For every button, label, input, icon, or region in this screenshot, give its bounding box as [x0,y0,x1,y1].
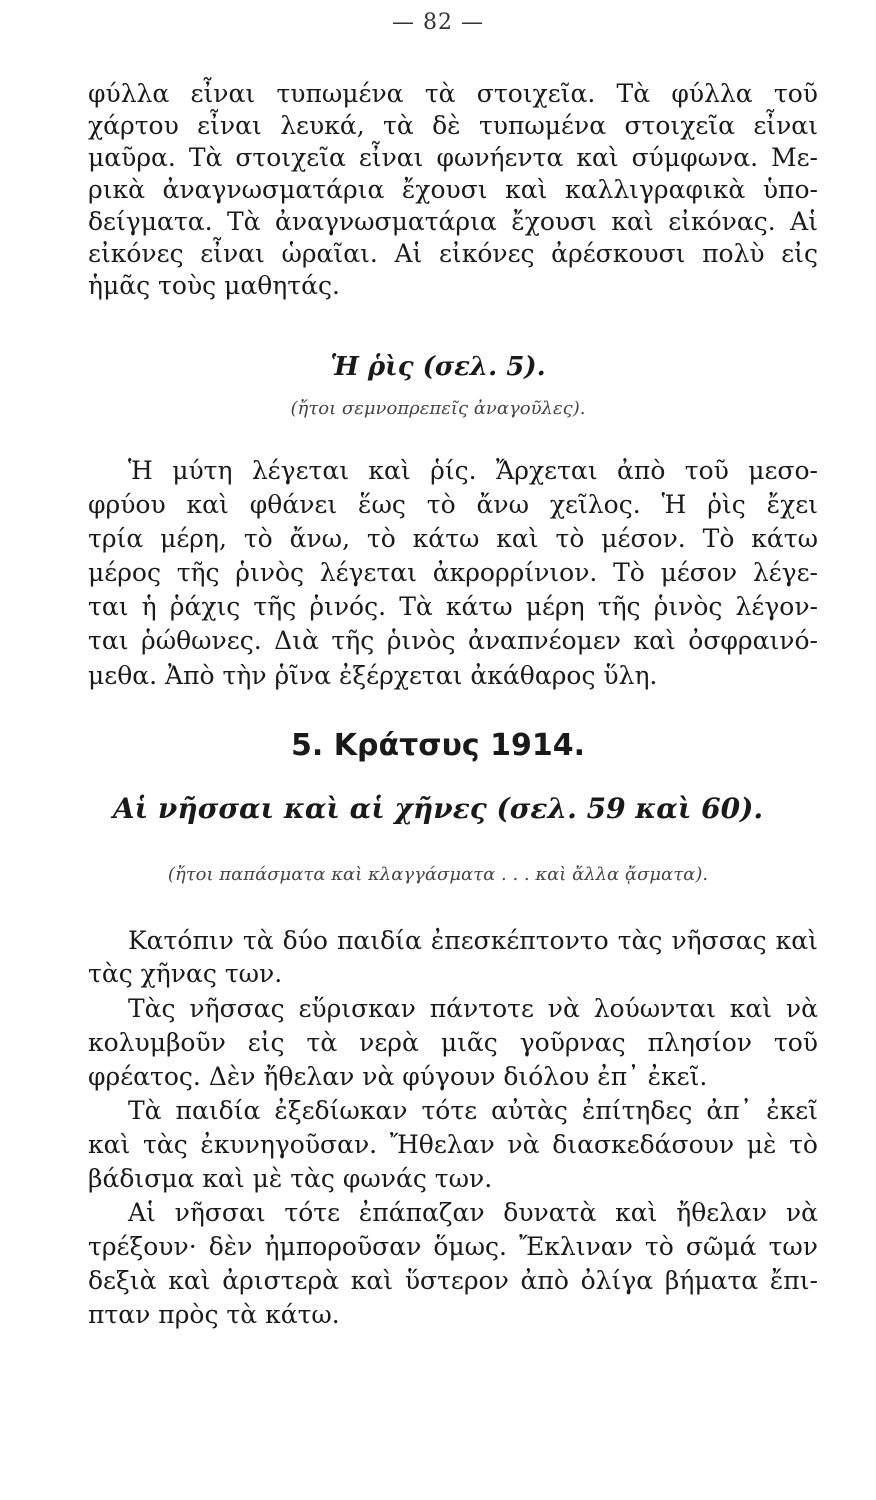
text-line: φρέατος. Δὲν ἤθελαν νὰ φύγουν διόλου ἐπ᾽ ἐκεῖ. [88,1062,708,1091]
text-line: μαῦρα. Τὰ στοιχεῖα εἶναι φωνήεντα καὶ σύμφωνα. Με- [88,143,818,172]
text-line: δείγματα. Τὰ ἀναγνωσματάρια ἔχουσι καὶ εἰκόνας. Αἱ [88,207,818,236]
text-line: Αἱ νῆσσαι τότε ἐπάπαζαν δυνατὰ καὶ ἤθελαν νὰ [128,1198,818,1227]
section-subtitle: (ἤτοι σεμνοπρεπεῖς ἀναγοῦλες). [290,398,586,419]
text-line: πταν πρὸς τὰ κάτω. [88,1300,340,1329]
text-line: φρύου καὶ φθάνει ἕως τὸ ἄνω χεῖλος. Ἡ ῥὶς ἔχει [88,490,818,519]
text-line: Κατόπιν τὰ δύο παιδία ἐπεσκέπτοντο τὰς νῆσσας καὶ [128,926,818,955]
text-line: κολυμβοῦν εἰς τὰ νερὰ μιᾶς γοῦρνας πλησίον τοῦ [88,1028,818,1057]
section-title: Αἱ νῆσσαι καὶ αἱ χῆνες (σελ. 59 καὶ 60). [112,792,764,825]
text-line: τρέξουν· δὲν ἠμποροῦσαν ὅμως. Ἔκλιναν τὸ σῶμά των [88,1232,818,1261]
text-line: δεξιὰ καὶ ἀριστερὰ καὶ ὕστερον ἀπὸ ὀλίγα βήματα ἔπι- [88,1266,818,1295]
text-line: ται ἡ ῥάχις τῆς ῥινός. Τὰ κάτω μέρη τῆς ῥινὸς λέγον- [88,592,818,621]
text-line: καὶ τὰς ἐκυνηγοῦσαν. Ἤθελαν νὰ διασκεδάσουν μὲ τὸ [88,1130,818,1159]
text-line: χάρτου εἶναι λευκά, τὰ δὲ τυπωμένα στοιχεῖα εἶναι [88,111,818,140]
text-line: μέρος τῆς ῥινὸς λέγεται ἀκρορρίνιον. Τὸ μέσον λέγε- [88,558,818,587]
text-line: τρία μέρη, τὸ ἄνω, τὸ κάτω καὶ τὸ μέσον. Τὸ κάτω [88,524,818,553]
text-line: Τὰ παιδία ἐξεδίωκαν τότε αὐτὰς ἐπίτηδες ἀπ᾽ ἐκεῖ [128,1096,818,1125]
text-line: βάδισμα καὶ μὲ τὰς φωνάς των. [88,1164,493,1193]
text-line: ἡμᾶς τοὺς μαθητάς. [88,271,340,300]
text-line: Ἡ μύτη λέγεται καὶ ῥίς. Ἄρχεται ἀπὸ τοῦ μεσο- [128,456,818,485]
page-number: — 82 — [392,10,484,35]
text-line: μεθα. Ἀπὸ τὴν ῥῖνα ἐξέρχεται ἀκάθαρος ὕλη. [88,661,658,690]
text-line: ται ῥώθωνες. Διὰ τῆς ῥινὸς ἀναπνέομεν καὶ ὀσφραινό- [88,626,818,655]
text-line: φύλλα εἶναι τυπωμένα τὰ στοιχεῖα. Τὰ φύλλα τοῦ [88,79,818,108]
text-line: ρικὰ ἀναγνωσματάρια ἔχουσι καὶ καλλιγραφικὰ ὑπο- [88,175,818,204]
text-line: εἰκόνες εἶναι ὡραῖαι. Αἱ εἰκόνες ἀρέσκουσι πολὺ εἰς [88,239,818,268]
text-line: τὰς χῆνας των. [88,959,283,988]
text-line: Τὰς νῆσσας εὕρισκαν πάντοτε νὰ λούωνται καὶ νὰ [128,994,818,1023]
chapter-heading: 5. Κράτσυς 1914. [291,728,585,763]
section-subtitle: (ἤτοι παπάσματα καὶ κλαγγάσματα . . . καὶ ἄλλα ᾄσματα). [167,864,709,885]
section-title: Ἡ ῥὶς (σελ. 5). [330,352,546,382]
